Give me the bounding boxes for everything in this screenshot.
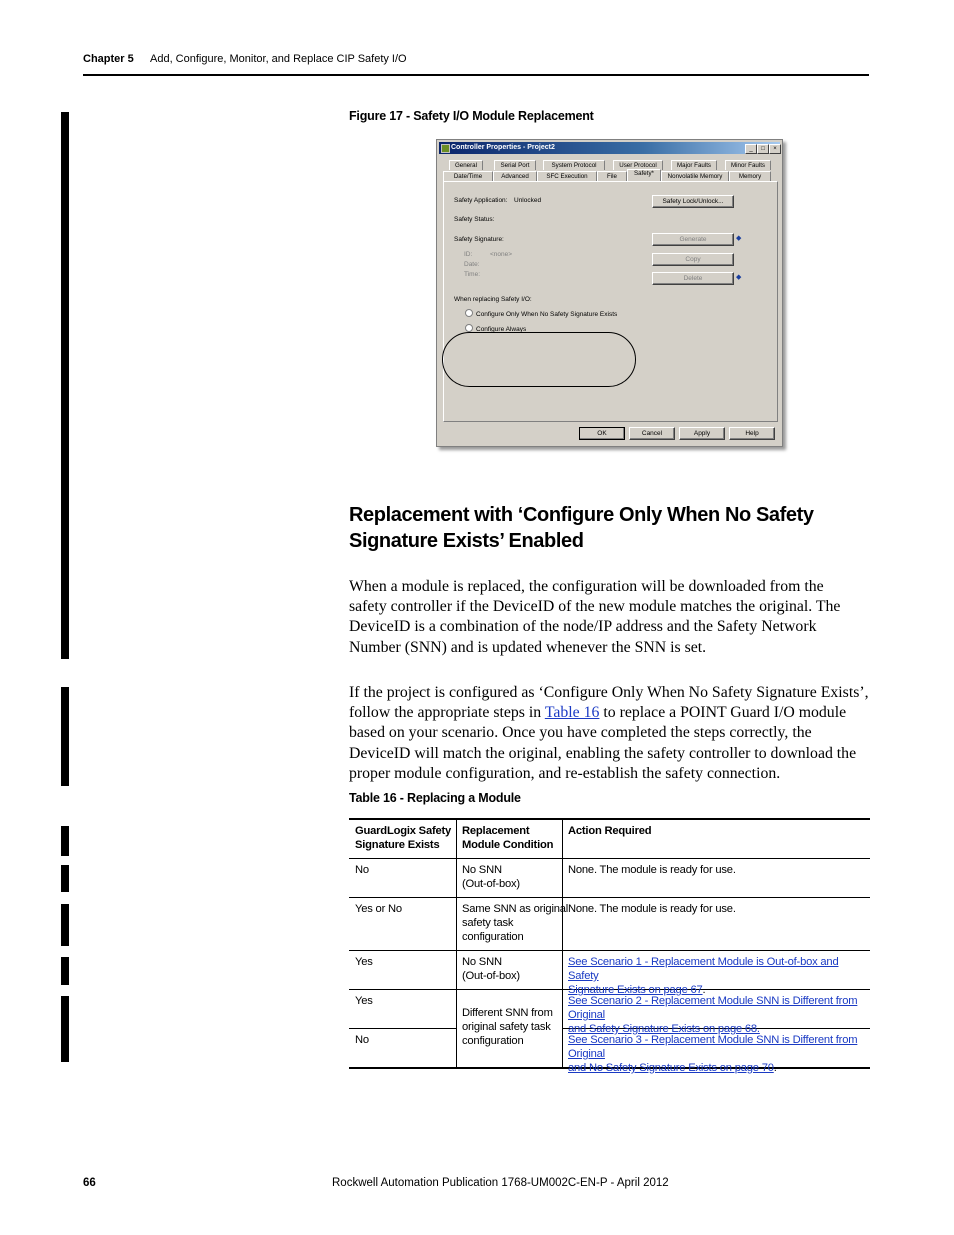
row3-signature: Yes (355, 956, 373, 968)
header-action-required (568, 824, 651, 838)
cell-line: Different SNN from (462, 1007, 553, 1019)
row3-action (568, 955, 870, 997)
dialog-titlebar (439, 142, 780, 154)
header-line: GuardLogix Safety (355, 825, 452, 837)
row1-action: None. The module is ready for use. (568, 864, 736, 876)
dialog-title: Controller Properties - Project2 (451, 144, 555, 151)
paragraph-line (349, 703, 871, 723)
safety-lock-unlock-button[interactable]: Safety Lock/Unlock... (652, 195, 734, 208)
maximize-icon[interactable]: □ (757, 144, 769, 154)
row2-action: None. The module is ready for use. (568, 903, 736, 915)
controller-properties-dialog (436, 139, 783, 447)
table-divider (456, 818, 457, 1069)
table-rule (349, 897, 870, 898)
tab-user-protocol[interactable]: User Protocol (613, 160, 663, 170)
generate-button[interactable]: Generate (652, 233, 734, 246)
cell-line: No SNN (462, 864, 502, 876)
header-module-condition (462, 824, 553, 852)
tab-major-faults[interactable]: Major Faults (671, 160, 717, 170)
section-heading: Replacement with ‘Configure Only When No Safety Signature Exists’ Enabled (349, 504, 814, 552)
merged-condition (462, 1006, 553, 1048)
paragraph-line: safety controller if the DeviceID of the new module matches the original. The (349, 598, 841, 616)
tab-date-time[interactable]: Date/Time (443, 171, 493, 181)
app-icon (441, 144, 450, 153)
change-bar (61, 826, 69, 856)
paragraph-2 (349, 683, 871, 784)
radio-configure-only-label: Configure Only When No Safety Signature Exists (476, 311, 618, 318)
minimize-icon[interactable]: _ (745, 144, 757, 154)
paragraph-line: Number (SNN) and is updated whenever the SNN is set. (349, 638, 707, 656)
tab-sfc-execution[interactable]: SFC Execution (537, 171, 597, 181)
row1-condition (462, 863, 520, 891)
safety-status-label: Safety Status: (454, 216, 495, 223)
paragraph-line: DeviceID will match the original, enabling the safety controller to download the (349, 744, 857, 762)
row4-action (568, 994, 870, 1036)
table-rule (349, 818, 870, 820)
cancel-button[interactable]: Cancel (629, 427, 675, 440)
radio-configure-always[interactable] (465, 324, 473, 332)
cell-line: No SNN (462, 956, 502, 968)
header-line: Action Required (568, 825, 652, 837)
apply-button[interactable]: Apply (679, 427, 725, 440)
cell-line: safety task (462, 917, 514, 929)
tab-memory[interactable]: Memory (729, 171, 771, 181)
table-caption: Table 16 - Replacing a Module (349, 791, 521, 805)
table-rule (349, 950, 870, 951)
radio-configure-always-label: Configure Always (476, 326, 527, 333)
publication-info: Rockwell Automation Publication 1768-UM002C-EN-P - April 2012 (332, 1177, 669, 1189)
id-value: <none> (490, 251, 513, 258)
tab-nonvolatile-memory[interactable]: Nonvolatile Memory (661, 171, 729, 181)
replacing-module-table (349, 818, 870, 1074)
figure-caption: Figure 17 - Safety I/O Module Replacement (349, 109, 594, 123)
highlight-oval (442, 332, 636, 387)
paragraph-line: If the project is configured as ‘Configure Only When No Safety Signature Exists’, (349, 684, 869, 701)
cell-line: configuration (462, 1035, 524, 1047)
tab-system-protocol[interactable]: System Protocol (543, 160, 605, 170)
safety-signature-label: Safety Signature: (454, 236, 504, 243)
cell-line: Same SNN as original (462, 903, 569, 915)
header-rule (83, 74, 869, 76)
paragraph-text: follow the appropriate steps in (349, 704, 545, 722)
cell-line: (Out-of-box) (462, 878, 520, 890)
row2-condition (462, 902, 568, 944)
safety-tab-panel (443, 181, 778, 422)
scenario-3-link[interactable]: See Scenario 3 - Replacement Module SNN is Different from Original (568, 1034, 858, 1060)
change-bar (61, 687, 69, 786)
delete-arrow-icon: ◆ (736, 274, 742, 281)
chapter-title: Add, Configure, Monitor, and Replace CIP Safety I/O (150, 53, 407, 65)
help-button[interactable]: Help (729, 427, 775, 440)
change-bar (61, 957, 69, 985)
delete-button[interactable]: Delete (652, 272, 734, 285)
time-label: Time: (464, 271, 481, 278)
paragraph-text: to replace a POINT Guard I/O module (599, 704, 847, 722)
paragraph-line: based on your scenario. Once you have completed the steps correctly, the (349, 724, 812, 742)
generate-arrow-icon: ◆ (736, 235, 742, 242)
table-rule (349, 1028, 456, 1029)
paragraph-1 (349, 577, 871, 658)
date-label: Date: (464, 261, 480, 268)
replacing-safety-io-label: When replacing Safety I/O: (454, 296, 532, 303)
safety-application-value: Unlocked (514, 197, 542, 204)
ok-button[interactable]: OK (579, 427, 625, 440)
tab-safety[interactable]: Safety* (627, 169, 661, 182)
row1-signature: No (355, 864, 369, 876)
cell-line: configuration (462, 931, 524, 943)
cell-line: original safety task (462, 1021, 551, 1033)
tab-minor-faults[interactable]: Minor Faults (725, 160, 771, 170)
paragraph-line: DeviceID is a combination of the node/IP address and the Safety Network (349, 618, 817, 636)
paragraph-line: proper module configuration, and re-establish the safety connection. (349, 764, 781, 782)
change-bar (61, 996, 69, 1062)
header-line: Module Condition (462, 839, 554, 851)
tab-advanced[interactable]: Advanced (493, 171, 537, 181)
scenario-2-link-line2[interactable]: and Safety Signature Exists on page 68. (568, 1023, 760, 1035)
scenario-3-link-line2[interactable]: and No Safety Signature Exists on page 70 (568, 1062, 774, 1074)
tab-general[interactable]: General (449, 160, 483, 170)
paragraph-line: When a module is replaced, the configuration will be downloaded from the (349, 578, 824, 595)
cell-text: . (702, 984, 706, 996)
header-signature-exists (355, 824, 451, 852)
close-icon[interactable]: × (769, 144, 781, 154)
id-label: ID: (464, 251, 473, 258)
chapter-label: Chapter 5 (83, 53, 134, 65)
page-number: 66 (83, 1177, 96, 1189)
safety-application-label: Safety Application: (454, 197, 508, 204)
row5-signature: No (355, 1034, 369, 1046)
row2-signature: Yes or No (355, 903, 402, 915)
copy-button[interactable]: Copy (652, 253, 734, 266)
header-line: Signature Exists (355, 839, 440, 851)
table-16-link[interactable]: Table 16 (544, 704, 600, 722)
scenario-2-link[interactable]: See Scenario 2 - Replacement Module SNN is Different from Original (568, 995, 858, 1021)
tab-serial-port[interactable]: Serial Port (494, 160, 536, 170)
row5-action (568, 1033, 870, 1075)
row4-signature: Yes (355, 995, 373, 1007)
table-rule (349, 858, 870, 859)
scenario-1-link-line2[interactable]: Signature Exists on page 67 (568, 984, 703, 996)
radio-configure-only[interactable] (465, 309, 473, 317)
scenario-1-link[interactable]: See Scenario 1 - Replacement Module is Out-of-box and Safety (568, 956, 839, 982)
header-line: Replacement (462, 825, 530, 837)
change-bar (61, 865, 69, 892)
cell-text: . (773, 1062, 777, 1074)
change-bar (61, 904, 69, 946)
cell-line: (Out-of-box) (462, 970, 520, 982)
change-bar (61, 112, 69, 659)
row3-condition (462, 955, 520, 983)
tab-file[interactable]: File (597, 171, 627, 181)
